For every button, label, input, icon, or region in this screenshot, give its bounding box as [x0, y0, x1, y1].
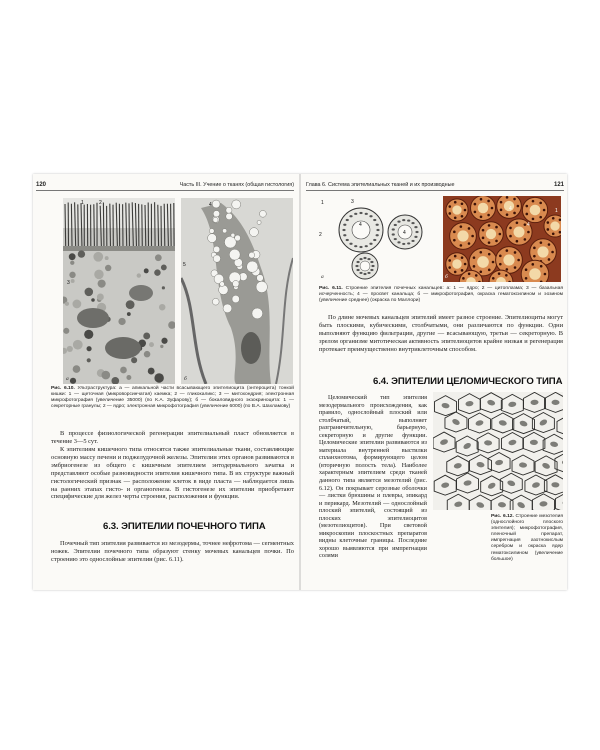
fig-6-10-label-5: 5 — [183, 262, 186, 268]
figure-6-11a-drawing — [319, 196, 429, 282]
right-running-head — [306, 180, 564, 191]
fig-6-11-label-4d: 4 — [527, 222, 530, 228]
fig-6-11-panel-b-letter: б — [445, 274, 448, 280]
fig-6-10-label-4: 4 — [209, 202, 212, 208]
running-head-title-right: Глава 6. Система эпителиальных тканей и их производные — [306, 182, 455, 188]
section-heading-6-4: 6.4. ЭПИТЕЛИИ ЦЕЛОМИЧЕСКОГО ТИПА — [373, 376, 563, 387]
left-running-head — [36, 180, 294, 191]
fig-6-11-caption-text: Строение эпителия почечных канальцев: а: 1 — ядро; 2 — цитоплазма; 3 — базальная исчерченность; 4 — просвет канальца; б — микрофотография, окраска гематоксилином и эозином (увеличение среднее) (окраска по Маллори) — [319, 286, 563, 304]
fig-6-10-caption-label: Рис. 6.10. — [51, 386, 75, 391]
fig-6-11-label-4a: 4 — [359, 222, 362, 228]
fig-6-11-caption — [319, 286, 563, 304]
figure-6-11b-micrograph — [443, 196, 561, 282]
fig-6-11-label-4c: 4 — [509, 206, 512, 212]
left-paragraph-1: В процессе физиологической регенерации эпителиальный пласт обновляется в течение 3—5 сут. — [51, 430, 294, 445]
figure-6-10a-micrograph — [63, 198, 175, 384]
running-head-title-left: Часть III. Учение о тканях (общая гистология) — [179, 182, 294, 188]
fig-6-10-caption-text: Ультраструктура: а — апикальной части всасывающего эпителиоцита (энтероцита) тонкой кишки: 1 — щеточная (микроворсинчатая) каемка; 2 — гликокаликс; 3 — митохондрия; электронная микрофотография (увеличение 35000) (по К.А. Зуфарову); б — бокаловидного экзокриноцита: 1 — секреторные гранулы; 2 — ядро; электронная микрофотография (увеличение 6000) (по В.А. Шахламову) — [51, 386, 295, 410]
fig-6-11-label-2: 2 — [319, 232, 322, 238]
left-page — [33, 174, 299, 590]
figure-6-12-micrograph — [433, 392, 563, 510]
book-spread — [33, 174, 567, 590]
right-page — [301, 174, 567, 590]
fig-6-10-caption — [51, 386, 294, 410]
page-number-left: 120 — [36, 182, 47, 188]
fig-6-11-label-1: 1 — [321, 200, 324, 206]
fig-6-11-label-4b: 4 — [403, 230, 406, 236]
right-paragraph-1: По длине мочевых канальцев эпителий имеет разное строение. Эпителиоциты могут быть плоскими, кубическими, столбчатыми, они различаются по функции. Одни выполняют функцию фильтрации, другие — всасывающую, третьи — секреторную. В зрелом организме митотическая активность эпителиоцитов крайне низкая и регенерация протекает преимущественно внутриклеточным способом. — [319, 314, 563, 353]
fig-6-12-caption-text: Строение мезотелия (однослойного плоского эпителия); микрофотография, пленочный препарат, импрегнация азотнокислым серебром и окраска ядер гематоксилином (увеличение большое) — [491, 514, 563, 562]
fig-6-11-caption-label: Рис. 6.11. — [319, 286, 343, 291]
fig-6-10-label-2: 2 — [99, 200, 102, 206]
figure-6-10b-micrograph — [181, 198, 293, 384]
fig-6-11-panel-a-letter: а — [321, 274, 324, 280]
page-number-right: 121 — [553, 182, 564, 188]
section-heading-6-3: 6.3. ЭПИТЕЛИИ ПОЧЕЧНОГО ТИПА — [103, 521, 266, 532]
fig-6-11-label-3: 3 — [351, 199, 354, 205]
fig-6-12-caption-label: Рис. 6.12. — [491, 514, 514, 519]
fig-6-12-caption — [491, 514, 563, 563]
right-paragraph-2: Целомический тип эпителия мезодермального происхождения, как правило, однослойный плоский или столбчатый, выполняет разграничительную, барьерную, секреторную и другие функции. Целомические эпителии развиваются из материала внутренней выстилки спланхнотома, формирующего целом (вторичную полость тела). Наиболее характерным эпителием среди тканей данного типа является мезотелий (рис. 6.12). Он покрывает серозные оболочки — листки брюшины и плевры, эпикард и перикард. Мезотелий — однослойный плоский эпителий, состоящий из плоских эпителиоцитов (мезотелиоцитов). При световой микроскопии плоскостных препаратов видны клеточные границы. Последние хорошо выявляются при импрегнации солями — [319, 394, 427, 560]
fig-6-10-label-3: 3 — [67, 280, 70, 286]
fig-6-10-label-1: 1 — [81, 200, 84, 206]
left-paragraph-2: К эпителиям кишечного типа относятся также эпителиальные ткани, составляющие основную массу печени и поджелудочной железы. Эпителии этих органов развиваются в эмбриогенезе из общего с кишечным эпителием энтодермального зачатка и представляют особые разновидности эпителия кишечного типа. В их структуре важный гистологический признак — расположение клеток в виде пласта — наблюдается лишь на ранних этапах гисто- и органогенеза. В гистогенезе их эпителии приобретают специфические для желез черты строения, расположения и функции. — [51, 446, 294, 501]
fig-6-10-panel-b-letter: б — [184, 376, 187, 382]
fig-6-11-label-1b: 1 — [555, 208, 558, 214]
fig-6-10-panel-a-letter: а — [66, 376, 69, 382]
left-paragraph-3: Почечный тип эпителия развивается из мезодермы, точнее нефротома — сегментных ножек. Эпителии почечного типа образуют стенку мочевых канальцев почки. По строению это однослойные эпителии (рис. 6.11). — [51, 540, 294, 563]
